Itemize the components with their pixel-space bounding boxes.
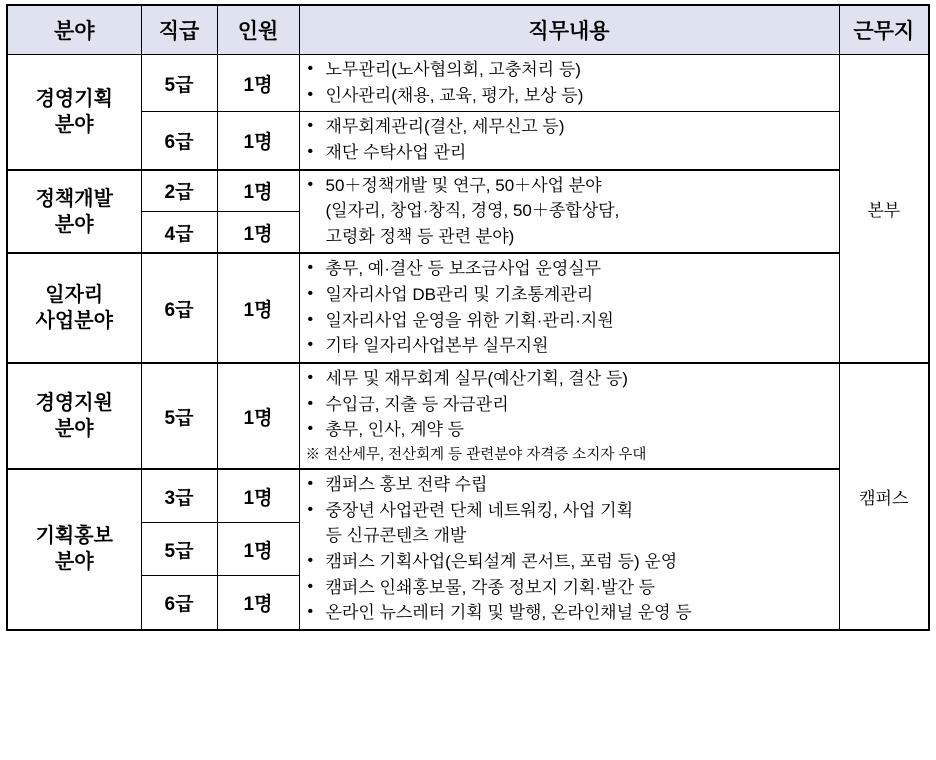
duty-item: • 총무, 예·결산 등 보조금사업 운영실무 xyxy=(322,257,835,282)
field-cell-management-support xyxy=(7,363,141,469)
duty-item: • 노무관리(노사협의회, 고충처리 등) xyxy=(322,58,835,83)
table-row xyxy=(7,112,929,170)
table-header-row xyxy=(7,5,929,55)
table-row xyxy=(7,253,929,363)
field-cell-policy-development xyxy=(7,170,141,254)
table-header xyxy=(7,5,929,55)
recruitment-table xyxy=(6,4,930,631)
field-label-line1: 경영지원 분야 xyxy=(35,392,113,441)
field-label-line1: 경영기획 분야 xyxy=(35,87,113,136)
duty-item: • 세무 및 재무회계 실무(예산기획, 결산 등) xyxy=(322,367,835,392)
duty-item: • 일자리사업 DB관리 및 기초통계관리 xyxy=(322,283,835,308)
table-row xyxy=(7,55,929,112)
table-row xyxy=(7,170,929,212)
duty-item: • 캠퍼스 기획사업(은퇴설계 콘서트, 포럼 등) 운영 xyxy=(322,550,835,575)
duty-item: • 캠퍼스 인쇄홍보물, 각종 정보지 기획·발간 등 xyxy=(322,576,835,601)
column-header-field: 분야 xyxy=(7,5,141,55)
duty-item: • 중장년 사업관련 단체 네트워킹, 사업 기획 xyxy=(322,499,835,524)
column-header-place: 근무지 xyxy=(839,5,929,55)
table-row xyxy=(7,363,929,469)
duty-cell xyxy=(299,469,839,630)
table-body xyxy=(7,55,929,630)
duty-cell xyxy=(299,253,839,363)
duty-list xyxy=(304,174,835,250)
field-label-line1: 기획홍보 분야 xyxy=(35,525,113,574)
duty-item: • 기타 일자리사업본부 실무지원 xyxy=(322,334,835,359)
duty-item: • 재단 수탁사업 관리 xyxy=(322,141,835,166)
duty-item: • 일자리사업 운영을 위한 기획·관리·지원 xyxy=(322,309,835,334)
field-cell-job-business xyxy=(7,253,141,363)
grade-cell: 4급 xyxy=(141,212,217,254)
table-row xyxy=(7,469,929,523)
field-label-line1: 일자리 사업분야 xyxy=(35,284,113,333)
count-cell: 1명 xyxy=(217,576,299,630)
count-cell: 1명 xyxy=(217,170,299,212)
count-cell: 1명 xyxy=(217,55,299,112)
duty-list xyxy=(304,367,835,443)
duty-list xyxy=(304,473,835,626)
duty-note: ※ 전산세무, 전산회계 등 관련분야 자격증 소지자 우대 xyxy=(305,446,647,463)
column-header-duty: 직무내용 xyxy=(299,5,839,55)
grade-cell: 6급 xyxy=(141,576,217,630)
grade-cell: 2급 xyxy=(141,170,217,212)
count-cell: 1명 xyxy=(217,363,299,469)
grade-cell: 5급 xyxy=(141,363,217,469)
count-cell: 1명 xyxy=(217,212,299,254)
duty-list xyxy=(304,257,835,359)
count-cell: 1명 xyxy=(217,112,299,170)
field-cell-management-planning xyxy=(7,55,141,170)
count-cell: 1명 xyxy=(217,253,299,363)
place-cell-campus: 캠퍼스 xyxy=(839,363,929,630)
duty-cell xyxy=(299,170,839,254)
duty-item: • 인사관리(채용, 교육, 평가, 보상 등) xyxy=(322,84,835,109)
place-cell-head-office: 본부 xyxy=(839,55,929,364)
duty-list xyxy=(304,58,835,108)
column-header-count: 인원 xyxy=(217,5,299,55)
duty-cell xyxy=(299,112,839,170)
grade-cell: 6급 xyxy=(141,112,217,170)
duty-item: • 재무회계관리(결산, 세무신고 등) xyxy=(322,115,835,140)
duty-item: • 캠퍼스 홍보 전략 수립 xyxy=(322,473,835,498)
duty-item: • 온라인 뉴스레터 기획 및 발행, 온라인채널 운영 등 xyxy=(322,601,835,626)
column-header-grade: 직급 xyxy=(141,5,217,55)
duty-item: • 수입금, 지출 등 자금관리 xyxy=(322,393,835,418)
duty-item-continuation: 등 신규콘텐츠 개발 xyxy=(325,526,467,546)
field-label-line1: 정책개발 분야 xyxy=(35,187,113,236)
grade-cell: 3급 xyxy=(141,469,217,523)
grade-cell: 6급 xyxy=(141,253,217,363)
duty-item: • 50＋정책개발 및 연구, 50＋사업 분야 xyxy=(322,174,835,199)
grade-cell: 5급 xyxy=(141,523,217,576)
grade-cell: 5급 xyxy=(141,55,217,112)
field-cell-planning-pr xyxy=(7,469,141,630)
duty-item-continuation: 고령화 정책 등 관련 분야) xyxy=(325,226,515,246)
duty-list xyxy=(304,115,835,165)
duty-cell xyxy=(299,363,839,469)
count-cell: 1명 xyxy=(217,469,299,523)
duty-item-continuation: (일자리, 창업·창직, 경영, 50＋종합상담, xyxy=(325,201,620,221)
duty-item: • 총무, 인사, 계약 등 xyxy=(322,418,835,443)
count-cell: 1명 xyxy=(217,523,299,576)
duty-cell xyxy=(299,55,839,112)
